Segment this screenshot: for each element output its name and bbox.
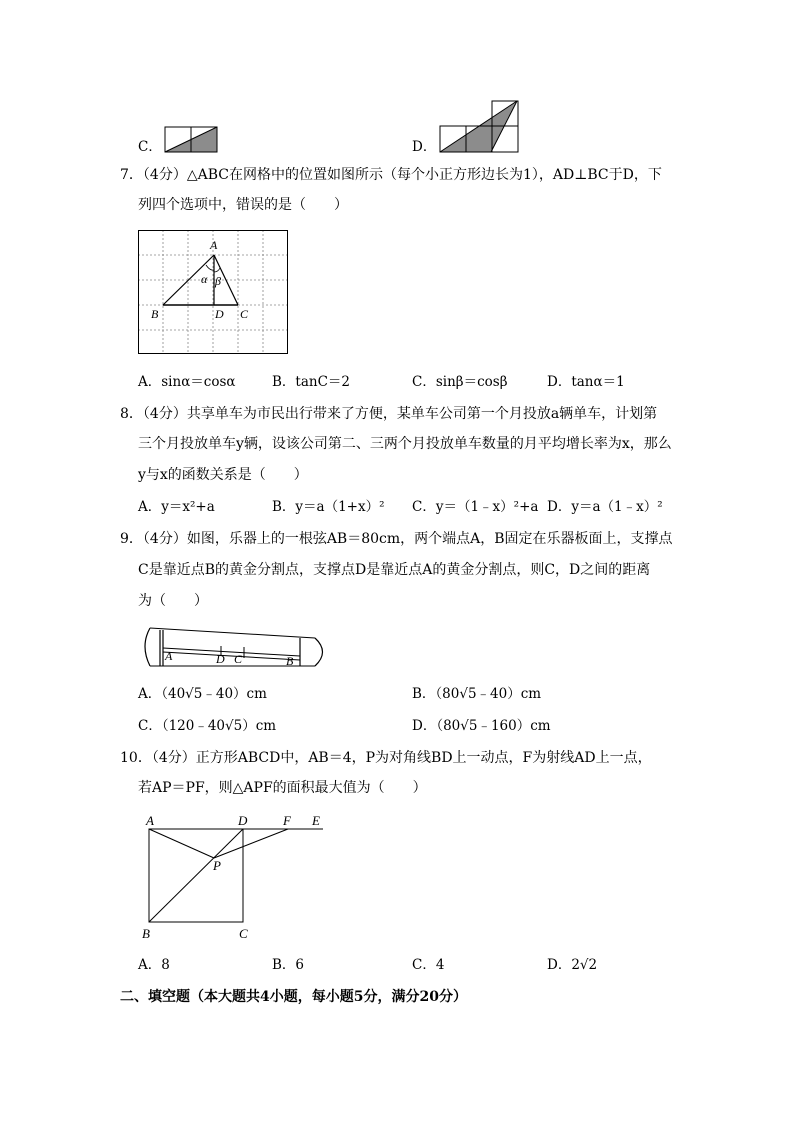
q7-option-a: A．sinα＝cosα [138,374,236,390]
q10-label-f: F [283,813,291,828]
q10-label-p: P [213,858,221,873]
q9-option-d: D．（80√5﹣160）cm [412,718,551,734]
q9-label-b: B [286,654,294,668]
q8-option-b: B．y＝a（1+x）² [272,499,385,515]
q7-label-alpha: α [201,272,208,286]
q9-label-d: D [216,652,225,666]
q10-label-c: C [239,926,248,941]
q6-option-c-figure [164,126,218,154]
q7-grid-figure [138,230,290,355]
q10-label-d: D [238,813,248,828]
section2-title: 二、填空题（本大题共4小题，每小题5分，满分20分） [120,989,467,1005]
q9-stem-line2: C是靠近点B的黄金分割点，支撑点D是靠近点A的黄金分割点，则C，D之间的距离 [138,562,651,578]
q7-label-beta: β [215,274,221,288]
q9-instrument-figure [140,626,330,668]
q10-label-b: B [142,926,150,941]
q9-label-c: C [234,652,243,666]
q7-option-c: C．sinβ＝cosβ [412,374,508,390]
q10-square-figure [140,812,330,942]
q7-stem-line1: 7．（4分）△ABC在网格中的位置如图所示（每个小正方形边长为1），AD⊥BC于D，下 [120,167,662,183]
q10-option-c: C．4 [412,957,445,973]
q7-stem-line2: 列四个选项中，错误的是（ ） [138,197,348,213]
q6-option-c-label: C． [138,139,162,155]
q7-option-b: B．tanC＝2 [272,374,351,390]
q10-option-b: B．6 [272,957,305,973]
q9-stem-line1: 9．（4分）如图，乐器上的一根弦AB＝80cm，两个端点A，B固定在乐器板面上，支撑点 [120,531,673,547]
q8-option-a: A．y＝x²+a [138,499,215,515]
q8-stem-line1: 8．（4分）共享单车为市民出行带来了方便，某单车公司第一个月投放a辆单车，计划第 [120,406,658,422]
q7-label-c: C [240,307,249,321]
q10-stem-line1: 10．（4分）正方形ABCD中，AB＝4，P为对角线BD上一动点，F为射线AD上一点， [120,750,652,766]
q9-option-b: B．（80√5﹣40）cm [412,686,542,702]
q6-option-d-figure [439,100,519,154]
q7-label-a: A [210,238,218,252]
q10-option-a: A．8 [138,957,170,973]
q9-option-c: C．（120﹣40√5）cm [138,718,277,734]
q8-option-d: D．y＝a（1﹣x）² [547,499,663,515]
q8-stem-line3: y与x的函数关系是（ ） [138,467,308,483]
q8-option-c: C．y＝（1﹣x）²+a [412,499,539,515]
q9-stem-line3: 为（ ） [138,593,208,609]
q10-option-d: D．2√2 [547,957,598,973]
q9-option-a: A．（40√5﹣40）cm [138,686,267,702]
q8-stem-line2: 三个月投放单车y辆，设该公司第二、三两个月投放单车数量的月平均增长率为x，那么 [138,436,672,452]
q10-label-a: A [146,813,154,828]
q9-label-a: A [165,649,173,663]
q6-option-d-label: D． [412,139,437,155]
q7-option-d: D．tanα＝1 [547,374,625,390]
q10-label-e: E [312,813,320,828]
q7-label-b: B [151,307,159,321]
q10-stem-line2: 若AP＝PF，则△APF的面积最大值为（ ） [138,780,427,796]
q7-label-d: D [215,307,224,321]
